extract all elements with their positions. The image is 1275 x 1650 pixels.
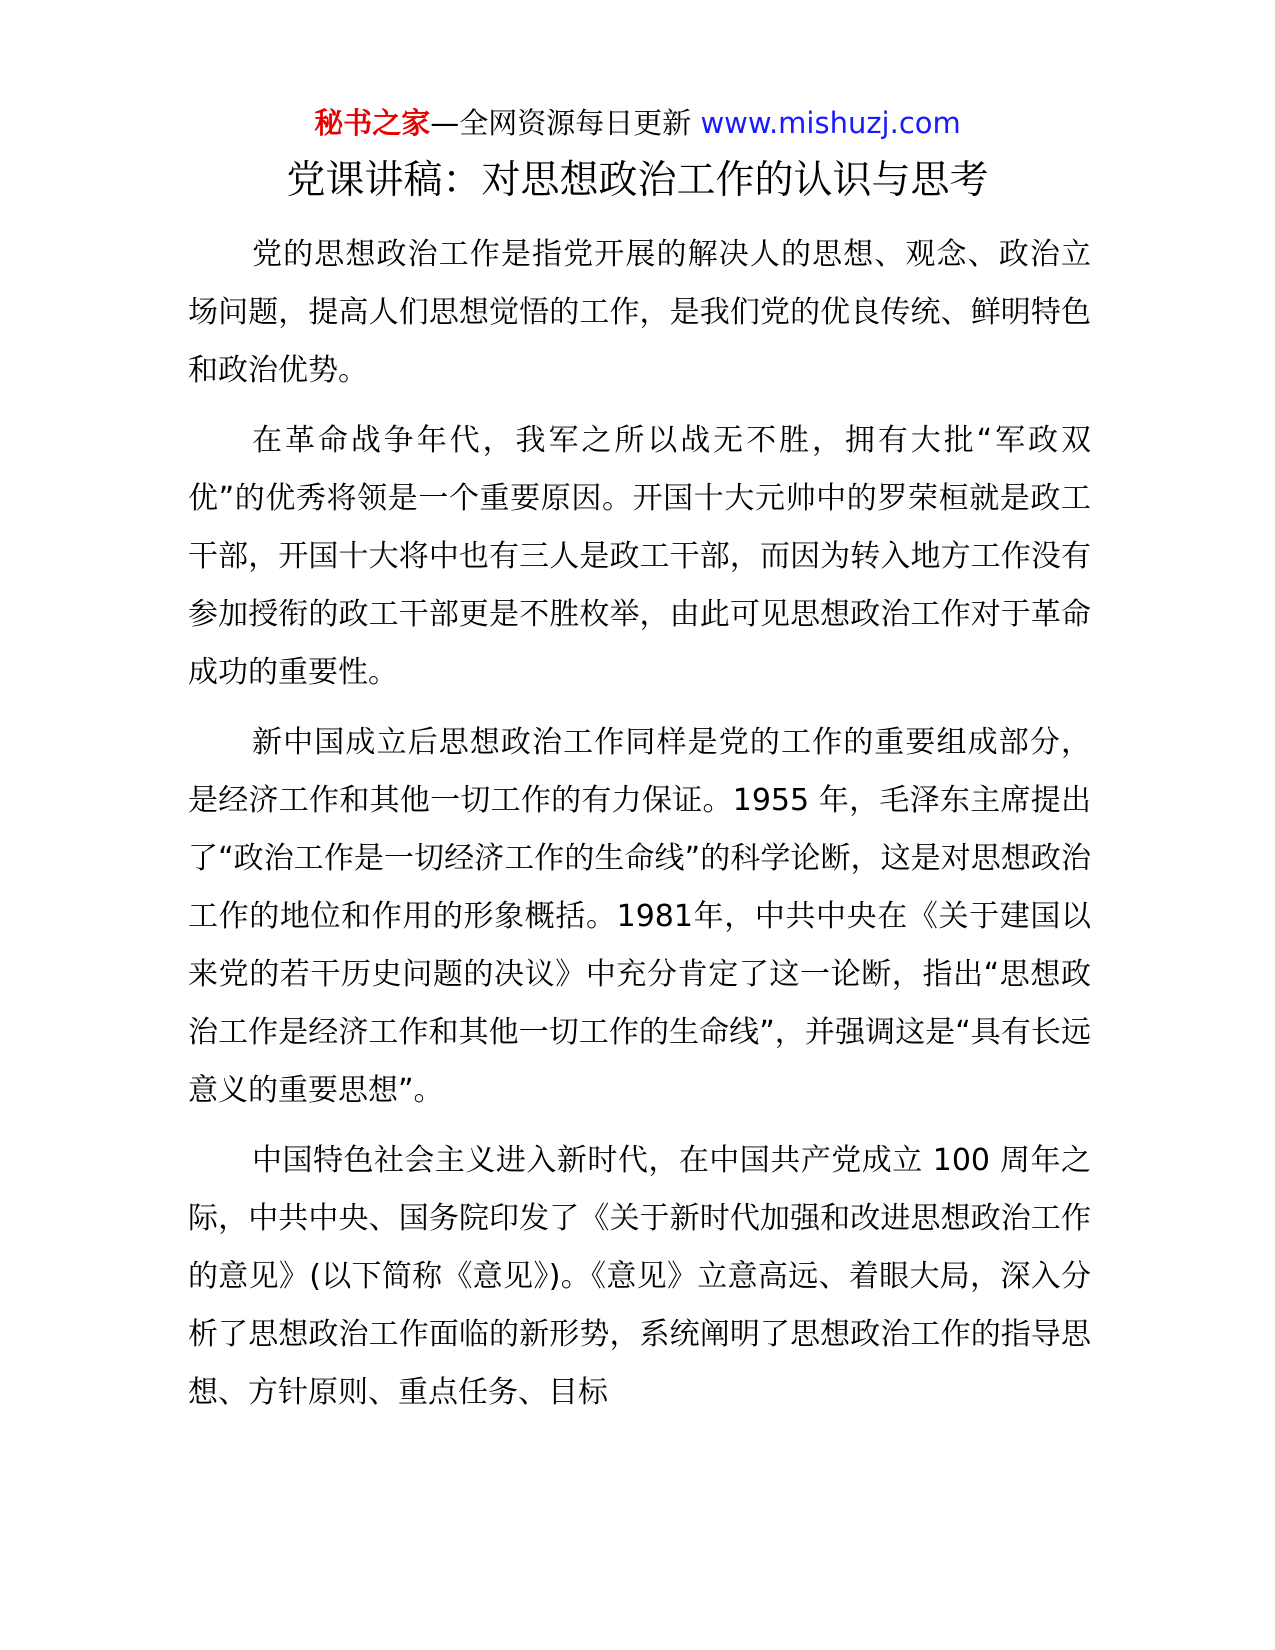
- document-title: 党课讲稿：对思想政治工作的认识与思考: [286, 158, 989, 203]
- paragraph: 新中国成立后思想政治工作同样是党的工作的重要组成部分，是经济工作和其他一切工作的有力保证。1955 年，毛泽东主席提出了“政治工作是一切经济工作的生命线”的科学论断，这是对思想政治工作的地位和作用的形象概括。1981年，中共中央在《关于建国以来党的若干历史问题的决议》中充分肯定了这一论断，指出“思想政治工作是经济工作和其他一切工作的生命线”，并强调这是“具有长远意义的重要思想”。: [188, 725, 1091, 1108]
- paragraph: 党的思想政治工作是指党开展的解决人的思想、观念、政治立场问题，提高人们思想觉悟的工作，是我们党的优良传统、鲜明特色和政治优势。: [188, 237, 1091, 388]
- document-body: [188, 226, 1091, 1434]
- site-header: [0, 101, 1275, 145]
- site-tagline: —全网资源每日更新: [430, 106, 692, 140]
- site-brand: 秘书之家: [314, 106, 431, 140]
- paragraph: 中国特色社会主义进入新时代，在中国共产党成立 100 周年之际，中共中央、国务院印发了《关于新时代加强和改进思想政治工作的意见》(以下简称《意见》)。《意见》立意高远、着眼大局，深入分析了思想政治工作面临的新形势，系统阐明了思想政治工作的指导思想、方针原则、重点任务、目标: [188, 1143, 1091, 1410]
- paragraph: 在革命战争年代，我军之所以战无不胜，拥有大批“军政双优”的优秀将领是一个重要原因。开国十大元帅中的罗荣桓就是政工干部，开国十大将中也有三人是政工干部，而因为转入地方工作没有参加授衔的政工干部更是不胜枚举，由此可见思想政治工作对于革命成功的重要性。: [188, 423, 1091, 690]
- site-url-link[interactable]: www.mishuzj.com: [700, 106, 961, 140]
